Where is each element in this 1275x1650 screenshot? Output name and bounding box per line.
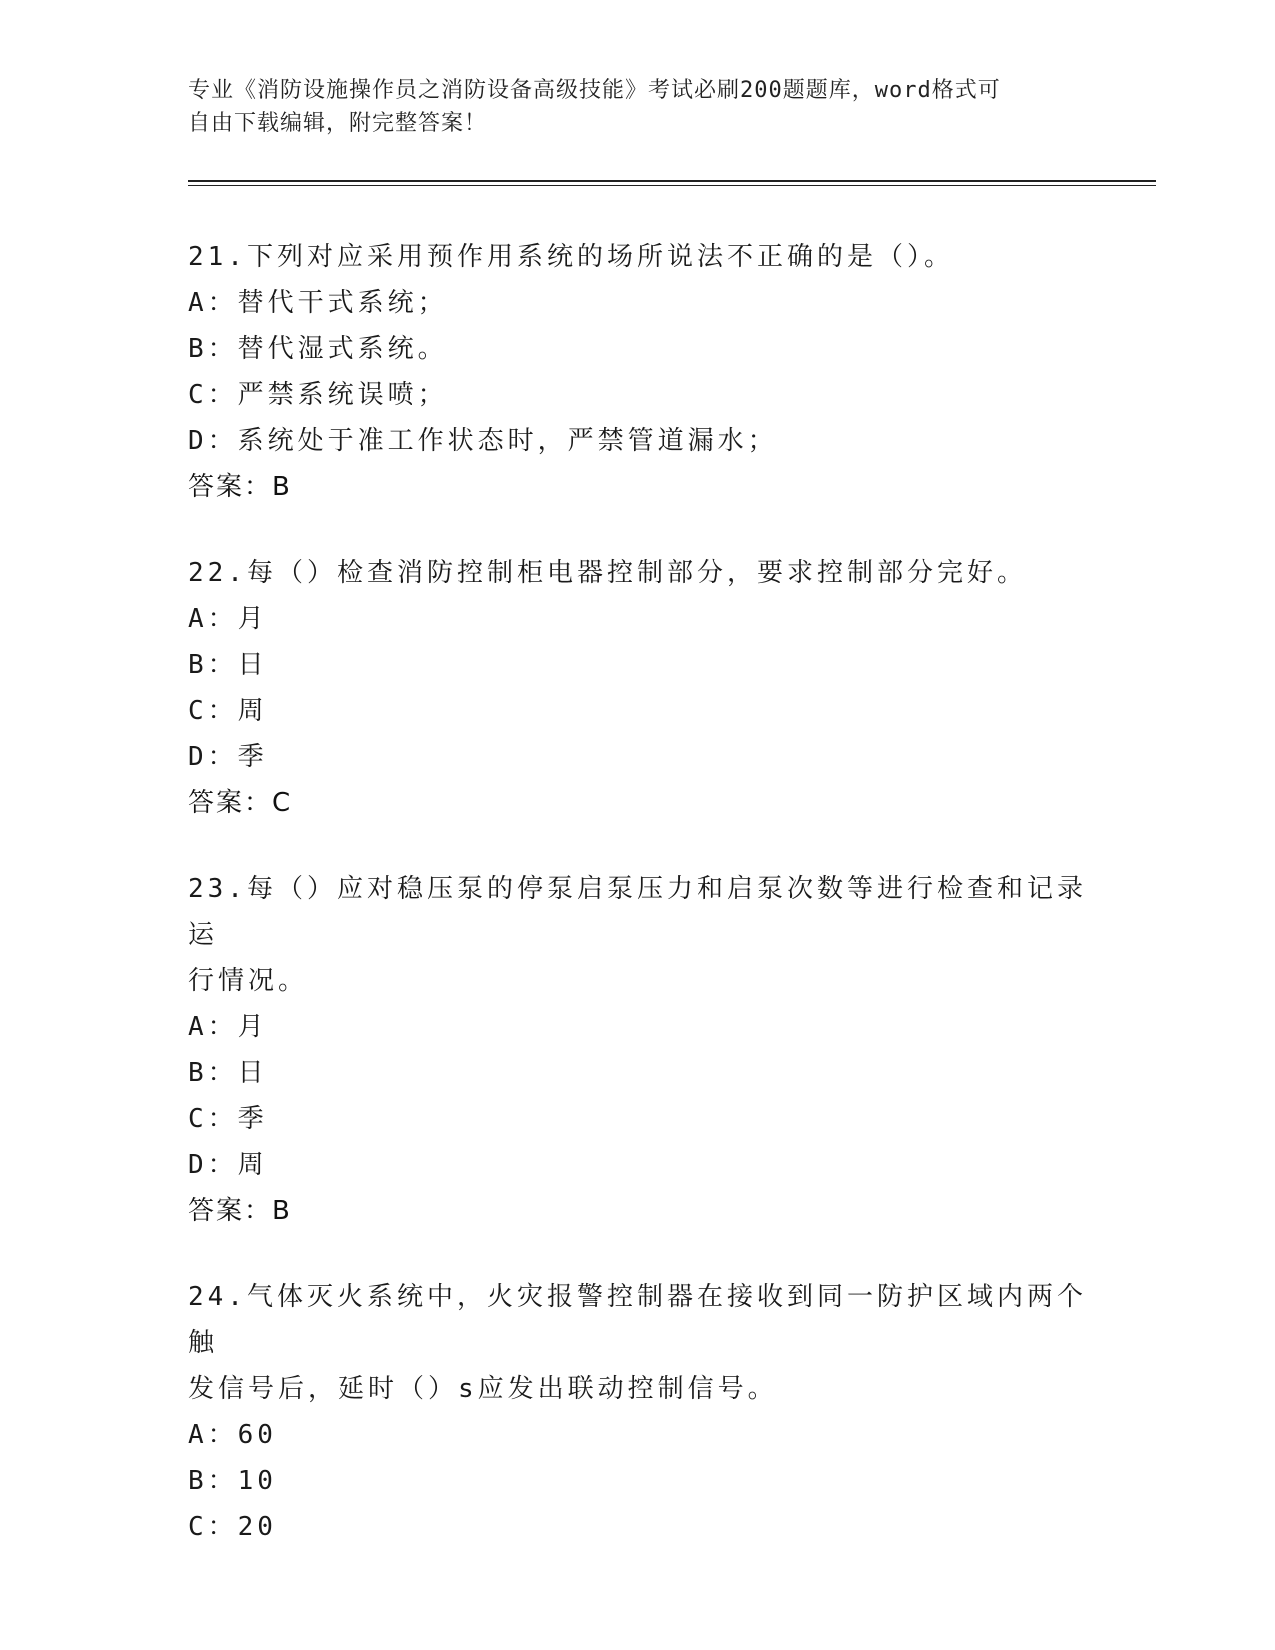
option-a: A：60 xyxy=(188,1420,277,1450)
option-b: B：日 xyxy=(188,1058,268,1088)
answer: 答案：B xyxy=(188,1196,292,1226)
header-divider-thin xyxy=(188,185,1156,186)
option-d: D：季 xyxy=(188,742,268,772)
question-stem-line-1: 23.每（）应对稳压泵的停泵启泵压力和启泵次数等进行检查和记录运 xyxy=(188,874,1087,950)
question-24 xyxy=(188,1274,1088,1550)
option-c: C：周 xyxy=(188,696,268,726)
question-23 xyxy=(188,866,1088,1234)
answer: 答案：C xyxy=(188,788,293,818)
header-divider xyxy=(188,180,1156,182)
question-stem-line-1: 24.气体灭火系统中，火灾报警控制器在接收到同一防护区域内两个触 xyxy=(188,1282,1087,1358)
question-stem-line-2: 行情况。 xyxy=(188,966,309,996)
answer: 答案：B xyxy=(188,472,292,502)
option-c: C：季 xyxy=(188,1104,268,1134)
option-c: C：20 xyxy=(188,1512,277,1542)
option-a: A：月 xyxy=(188,604,268,634)
option-a: A：替代干式系统； xyxy=(188,288,448,318)
option-b: B：替代湿式系统。 xyxy=(188,334,448,364)
question-22 xyxy=(188,550,1088,826)
question-list xyxy=(188,234,1088,1590)
option-d: D：系统处于准工作状态时，严禁管道漏水； xyxy=(188,426,778,456)
option-d: D：周 xyxy=(188,1150,268,1180)
document-header xyxy=(188,74,1088,140)
header-line-1: 专业《消防设施操作员之消防设备高级技能》考试必刷200题题库，word格式可 xyxy=(188,78,1001,103)
question-stem: 22.每（）检查消防控制柜电器控制部分，要求控制部分完好。 xyxy=(188,558,1027,588)
question-stem-line-2: 发信号后，延时（）s应发出联动控制信号。 xyxy=(188,1374,778,1404)
question-stem: 21.下列对应采用预作用系统的场所说法不正确的是（）。 xyxy=(188,242,954,272)
question-21 xyxy=(188,234,1088,510)
option-b: B：10 xyxy=(188,1466,277,1496)
header-line-2: 自由下载编辑，附完整答案！ xyxy=(188,111,488,136)
option-b: B：日 xyxy=(188,650,268,680)
option-a: A：月 xyxy=(188,1012,268,1042)
option-c: C：严禁系统误喷； xyxy=(188,380,448,410)
